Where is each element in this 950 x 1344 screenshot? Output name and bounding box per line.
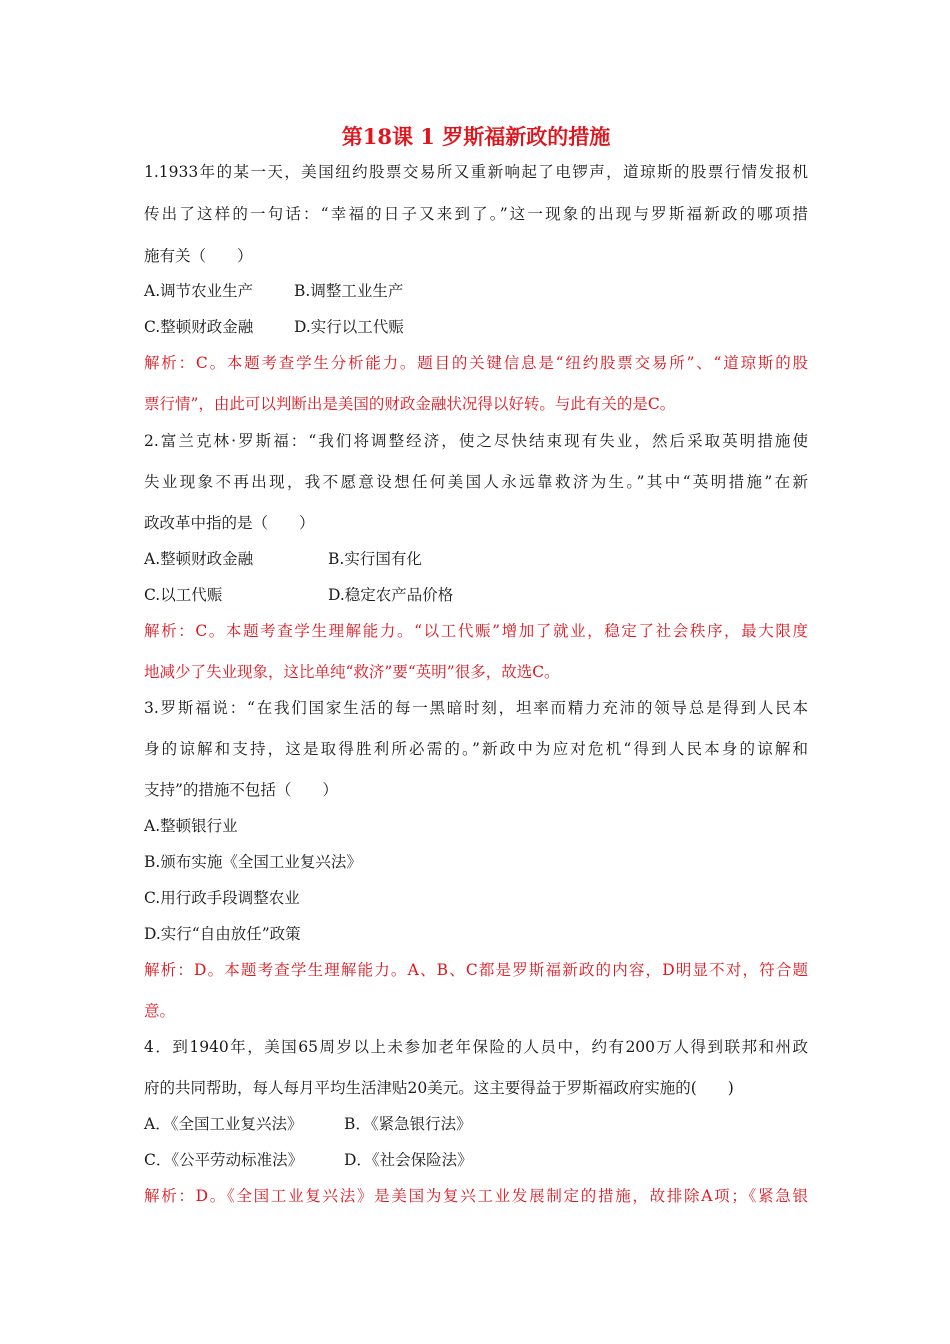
question-3-option-a: A.整顿银行业 <box>144 817 238 835</box>
question-2-answer-line-2: 地减少了失业现象，这比单纯“救济”要“英明”很多，故选C。 <box>144 663 560 681</box>
question-1-options-row-1 <box>144 280 808 302</box>
question-2-answer-line-1: 解析：C。本题考查学生理解能力。“以工代赈”增加了就业，稳定了社会秩序，最大限度 <box>144 622 808 640</box>
question-3-stem-line-1: 3.罗斯福说：“在我们国家生活的每一黑暗时刻，坦率而精力充沛的领导总是得到人民本 <box>144 699 808 717</box>
option-c: C．《公平劳动标准法》 <box>144 1151 304 1169</box>
option-a: A.调节农业生产 <box>144 282 254 300</box>
option-b: B.调整工业生产 <box>294 282 404 300</box>
question-1-answer-line-1: 解析：C。本题考查学生分析能力。题目的关键信息是“纽约股票交易所”、“道琼斯的股 <box>144 354 808 372</box>
question-3-answer-line-1: 解析：D。本题考查学生理解能力。A、B、C都是罗斯福新政的内容，D明显不对，符合题 <box>144 961 808 979</box>
question-3-stem-line-3: 支持”的措施不包括（ ） <box>144 781 338 799</box>
question-3-option-c: C.用行政手段调整农业 <box>144 889 300 907</box>
option-c: C.以工代赈 <box>144 586 223 604</box>
question-4-stem-line-1: 4．到1940年，美国65周岁以上未参加老年保险的人员中，约有200万人得到联邦和州政 <box>144 1038 808 1056</box>
option-a: A．《全国工业复兴法》 <box>144 1115 303 1133</box>
question-4-options-row-2 <box>144 1149 808 1171</box>
page-title: 第18课 1 罗斯福新政的措施 <box>341 124 611 149</box>
question-4-answer-line-1: 解析：D。《全国工业复兴法》是美国为复兴工业发展制定的措施，故排除A项；《紧急银 <box>144 1187 808 1205</box>
question-1-stem-line-3: 施有关（ ） <box>144 247 253 265</box>
option-d: D.稳定农产品价格 <box>328 586 454 604</box>
question-4-options-row-1 <box>144 1113 808 1135</box>
question-2-stem-line-1: 2.富兰克林·罗斯福：“我们将调整经济，使之尽快结束现有失业，然后采取英明措施使 <box>144 432 808 450</box>
question-3-answer-line-2: 意。 <box>144 1002 176 1020</box>
question-1-options-row-2 <box>144 316 808 338</box>
option-d: D．《社会保险法》 <box>344 1151 473 1169</box>
question-2-stem-line-3: 政改革中指的是（ ） <box>144 514 315 532</box>
option-b: B．《紧急银行法》 <box>344 1115 472 1133</box>
question-1-stem-line-2: 传出了这样的一句话：“幸福的日子又来到了。”这一现象的出现与罗斯福新政的哪项措 <box>144 205 808 223</box>
question-1-answer-line-2: 票行情”，由此可以判断出是美国的财政金融状况得以好转。与此有关的是C。 <box>144 395 676 413</box>
question-2-options-row-1 <box>144 548 808 570</box>
option-d: D.实行以工代赈 <box>294 318 404 336</box>
question-1-stem-line-1: 1.1933年的某一天，美国纽约股票交易所又重新响起了电锣声，道琼斯的股票行情发报机 <box>144 163 808 181</box>
option-a: A.整顿财政金融 <box>144 550 254 568</box>
question-3-option-b: B.颁布实施《全国工业复兴法》 <box>144 853 362 871</box>
question-2-options-row-2 <box>144 584 808 606</box>
question-4-stem-line-2: 府的共同帮助，每人每月平均生活津贴20美元。这主要得益于罗斯福政府实施的( ) <box>144 1079 734 1097</box>
option-b: B.实行国有化 <box>328 550 422 568</box>
question-2-stem-line-2: 失业现象不再出现，我不愿意设想任何美国人永远靠救济为生。”其中“英明措施”在新 <box>144 473 808 491</box>
question-3-stem-line-2: 身的谅解和支持，这是取得胜利所必需的。”新政中为应对危机“得到人民本身的谅解和 <box>144 740 808 758</box>
question-3-option-d: D.实行“自由放任”政策 <box>144 925 301 943</box>
option-c: C.整顿财政金融 <box>144 318 254 336</box>
